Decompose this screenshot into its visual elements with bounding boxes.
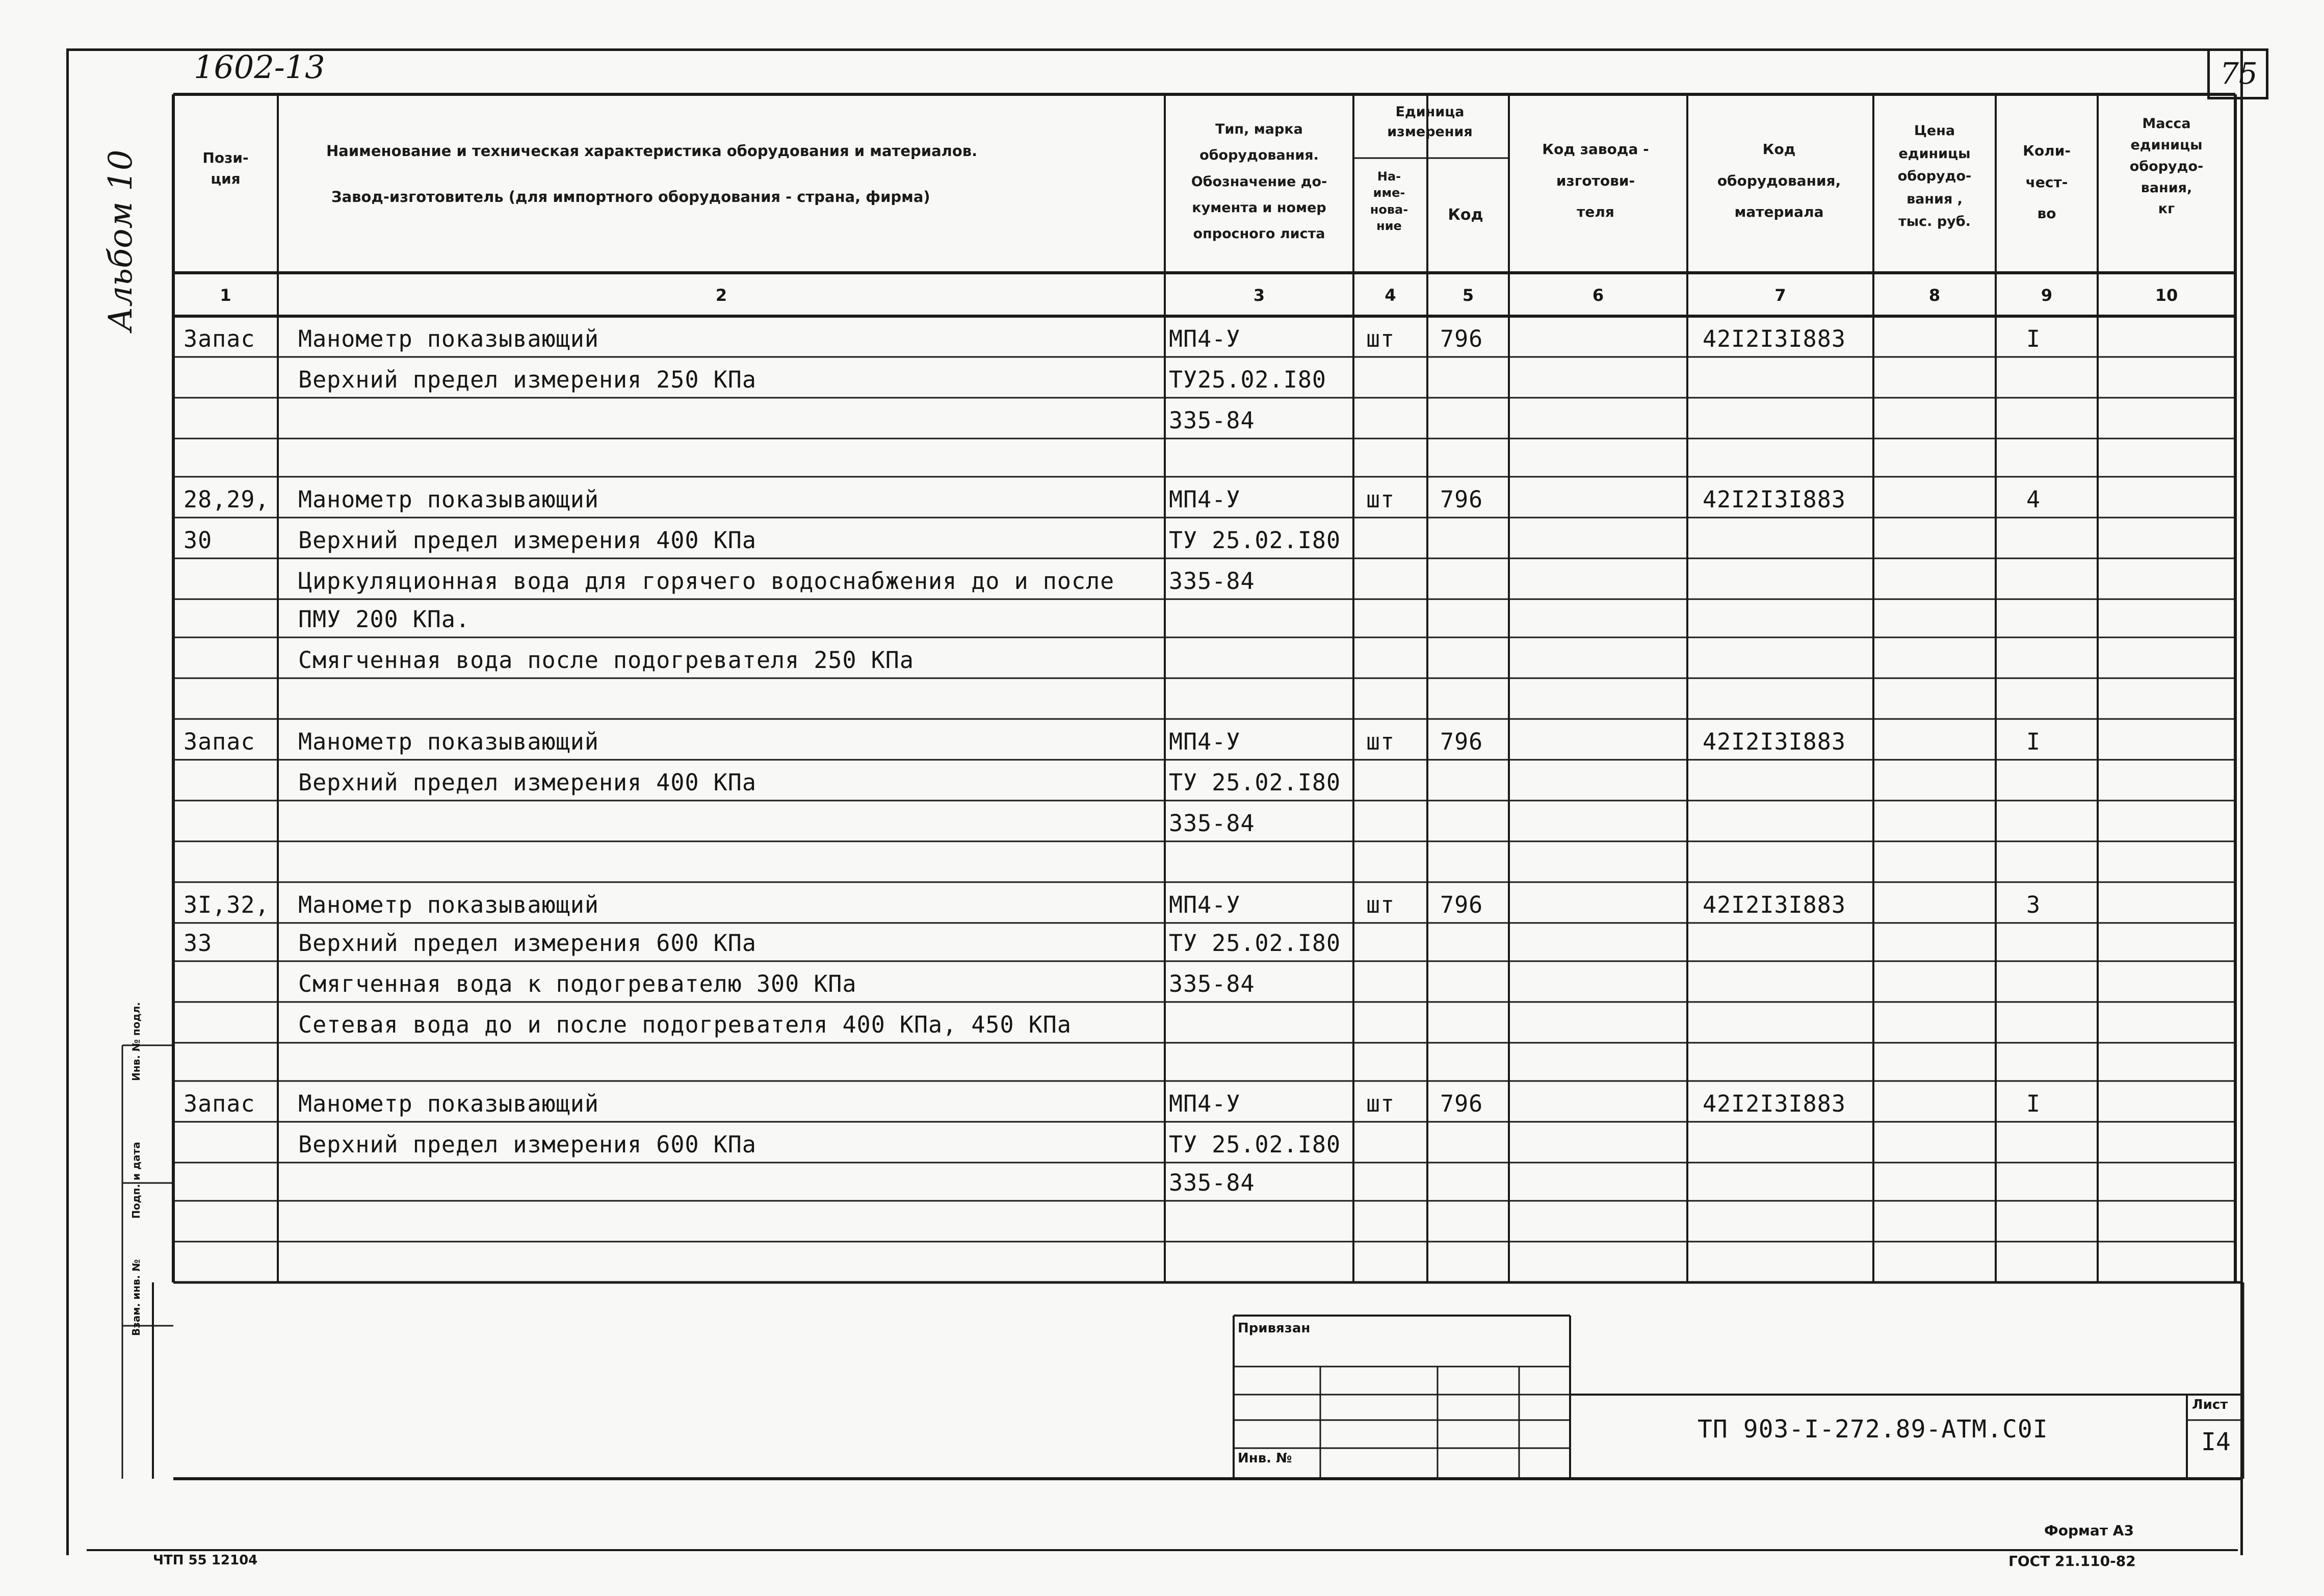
cell-name: Смягченная вода к подогревателю 300 КПа xyxy=(298,970,857,997)
cell-unit-code: 796 xyxy=(1440,891,1483,918)
corner-code: 1602-13 xyxy=(194,48,325,86)
cell-type: МП4-У xyxy=(1169,486,1241,513)
cell-unit-code: 796 xyxy=(1440,325,1483,352)
cell-unit-code: 796 xyxy=(1440,1090,1483,1117)
cell-name: Манометр показывающий xyxy=(298,891,599,918)
cell-type: МП4-У xyxy=(1169,891,1241,918)
gost-label: ГОСТ 21.110-82 xyxy=(2008,1553,2136,1569)
header-position: Пози- ция xyxy=(202,149,249,187)
cell-name: Манометр показывающий xyxy=(298,1090,599,1117)
column-number-8: 8 xyxy=(1928,286,1941,305)
header-unit-code: Код xyxy=(1448,206,1483,224)
header-mass: Масса единицы оборудо- вания, кг xyxy=(2129,116,2204,217)
cell-name: Смягченная вода после подогревателя 250 КПа xyxy=(298,647,914,674)
cell-name: Циркуляционная вода для горячего водоснабжения до и после xyxy=(298,568,1115,595)
cell-equipment-code: 42I2I3I883 xyxy=(1703,486,1846,513)
format-label: Формат А3 xyxy=(2044,1522,2134,1539)
cell-name: Манометр показывающий xyxy=(298,325,599,352)
cell-unit-code: 796 xyxy=(1440,486,1483,513)
cell-type: ТУ 25.02.I80 xyxy=(1169,769,1341,796)
header-manufacturer-code: Код завода - изготови- теля xyxy=(1542,141,1649,221)
column-number-4: 4 xyxy=(1385,286,1396,305)
header-equipment-code: Код оборудования, материала xyxy=(1717,141,1841,221)
cell-name: Верхний предел измерения 250 КПа xyxy=(298,366,756,393)
side-label-sign: Подп. и дата xyxy=(130,1142,142,1219)
cell-quantity: I xyxy=(2026,325,2041,352)
cell-unit: шт xyxy=(1366,486,1395,513)
cell-position: 33 xyxy=(184,930,213,957)
cell-type: 335-84 xyxy=(1169,568,1255,595)
cell-name: Верхний предел измерения 400 КПа xyxy=(298,769,756,796)
cell-type: МП4-У xyxy=(1169,728,1241,755)
column-number-10: 10 xyxy=(2155,286,2178,305)
header-name: Наименование и техническая характеристика оборудования и материалов. xyxy=(326,142,978,160)
cell-equipment-code: 42I2I3I883 xyxy=(1703,325,1846,352)
cell-quantity: 3 xyxy=(2026,891,2041,918)
cell-quantity: I xyxy=(2026,728,2041,755)
album-label: Альбом 10 xyxy=(102,149,140,331)
header-price: Цена единицы оборудо- вания , тыс. руб. xyxy=(1897,123,1972,230)
side-label-inv: Инв. № подл. xyxy=(130,1002,142,1081)
top-sheet-number: 75 xyxy=(2220,56,2258,91)
cell-name: Сетевая вода до и после подогревателя 400 КПа, 450 КПа xyxy=(298,1011,1072,1038)
cell-equipment-code: 42I2I3I883 xyxy=(1703,891,1846,918)
side-label-replace: Взам. инв. № xyxy=(130,1259,142,1336)
document-code: ТП 903-I-272.89-АТМ.С0I xyxy=(1698,1415,2048,1444)
cell-unit-code: 796 xyxy=(1440,728,1483,755)
cell-name: ПМУ 200 КПа. xyxy=(298,606,471,633)
cell-position: 28,29, xyxy=(184,486,270,513)
cell-name: Манометр показывающий xyxy=(298,728,599,755)
cell-position: Запас xyxy=(184,1090,255,1117)
header-unit-name: На- име- нова- ние xyxy=(1370,169,1408,234)
footer-left: ЧТП 55 12104 xyxy=(153,1553,258,1568)
column-number-2: 2 xyxy=(715,286,727,305)
header-manufacturer: Завод-изготовитель (для импортного оборудования - страна, фирма) xyxy=(331,188,930,205)
cell-unit: шт xyxy=(1366,891,1395,918)
stamp-attached-label: Привязан xyxy=(1238,1321,1311,1336)
cell-type: МП4-У xyxy=(1169,1090,1241,1117)
cell-equipment-code: 42I2I3I883 xyxy=(1703,728,1846,755)
cell-name: Верхний предел измерения 600 КПа xyxy=(298,1131,756,1158)
cell-type: 335-84 xyxy=(1169,970,1255,997)
cell-type: 335-84 xyxy=(1169,1169,1255,1196)
cell-position: 3I,32, xyxy=(184,891,270,918)
column-number-3: 3 xyxy=(1253,286,1265,305)
header-type: Тип, марка оборудования. Обозначение до- кумента и номер опросного листа xyxy=(1191,121,1327,242)
stamp-inv-label: Инв. № xyxy=(1238,1451,1292,1466)
sheet-label: Лист xyxy=(2192,1397,2228,1412)
cell-name: Манометр показывающий xyxy=(298,486,599,513)
cell-unit: шт xyxy=(1366,325,1395,352)
sheet-value: I4 xyxy=(2201,1428,2231,1456)
column-number-7: 7 xyxy=(1774,286,1786,305)
cell-type: ТУ 25.02.I80 xyxy=(1169,930,1341,957)
cell-unit: шт xyxy=(1366,1090,1395,1117)
cell-equipment-code: 42I2I3I883 xyxy=(1703,1090,1846,1117)
header-unit: Единица измерения xyxy=(1387,104,1473,140)
cell-position: Запас xyxy=(184,728,255,755)
cell-name: Верхний предел измерения 600 КПа xyxy=(298,930,756,957)
cell-quantity: 4 xyxy=(2026,486,2041,513)
cell-position: 30 xyxy=(184,527,213,554)
cell-type: ТУ 25.02.I80 xyxy=(1169,527,1341,554)
cell-type: ТУ 25.02.I80 xyxy=(1169,1131,1341,1158)
cell-type: МП4-У xyxy=(1169,325,1241,352)
column-number-6: 6 xyxy=(1592,286,1604,305)
cell-type: 335-84 xyxy=(1169,407,1255,434)
cell-type: 335-84 xyxy=(1169,810,1255,837)
cell-position: Запас xyxy=(184,325,255,352)
cell-name: Верхний предел измерения 400 КПа xyxy=(298,527,756,554)
column-number-1: 1 xyxy=(220,286,231,305)
header-quantity: Коли- чест- во xyxy=(2023,142,2071,222)
column-number-9: 9 xyxy=(2041,286,2053,305)
column-number-5: 5 xyxy=(1462,286,1474,305)
cell-quantity: I xyxy=(2026,1090,2041,1117)
cell-type: ТУ25.02.I80 xyxy=(1169,366,1327,393)
cell-unit: шт xyxy=(1366,728,1395,755)
